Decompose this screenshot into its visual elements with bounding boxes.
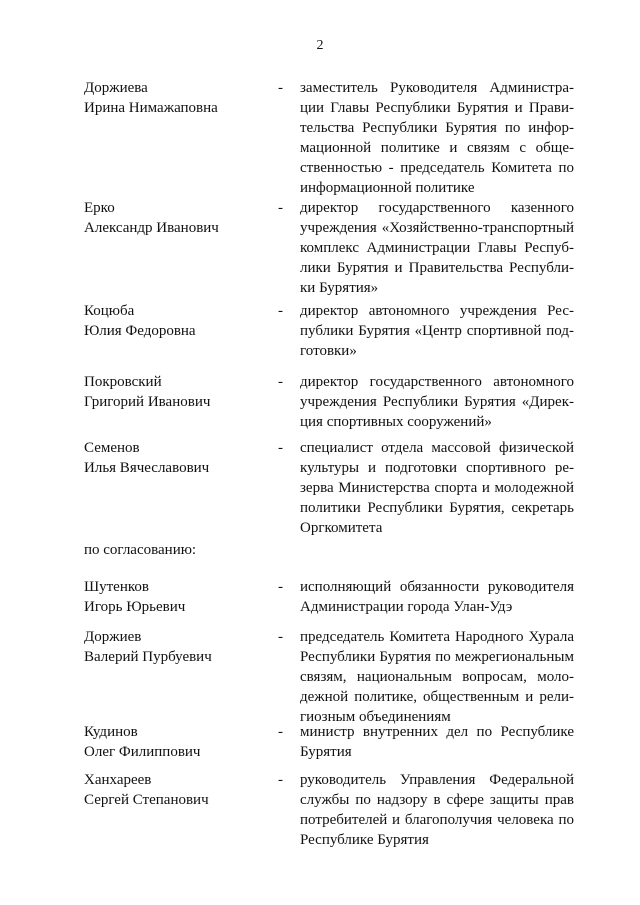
role-line: мационной политике и связям с обще- [300,140,574,156]
role-line: потребителей и благополучия человека по [300,812,574,828]
role-line: информационной политике [300,180,475,196]
role-line: Администрации города Улан-Удэ [300,599,513,615]
member-given-name: Олег Филиппович [84,744,201,760]
role-line: председатель Комитета Народного Хурала [300,629,574,645]
member-name [84,301,274,341]
member-given-name: Александр Иванович [84,220,219,236]
role-line: связям, национальным вопросам, моло- [300,669,574,685]
member-name [84,627,274,667]
role-line: министр внутренних дел по Республике [300,724,574,740]
role-line: учреждения Республики Бурятия «Дирек- [300,394,574,410]
role-line: тельства Республики Бурятия по инфор- [300,120,574,136]
member-given-name: Григорий Иванович [84,394,211,410]
member-role [300,198,574,298]
dash-separator: - [278,440,283,456]
role-line: культуры и подготовки спортивного ре- [300,460,574,476]
role-line: дежной политике, общественным и рели- [300,689,574,705]
dash-separator: - [278,772,283,788]
member-name [84,78,274,118]
role-line: директор государственного автономного [300,374,574,390]
member-surname: Покровский [84,374,162,390]
member-role [300,372,574,432]
role-line: Республики Бурятия по межрегиональным [300,649,574,665]
dash-separator: - [278,374,283,390]
member-name [84,722,274,762]
role-line: ции Главы Республики Бурятия и Прави- [300,100,574,116]
member-role [300,301,574,361]
member-given-name: Игорь Юрьевич [84,599,186,615]
member-role [300,577,574,617]
member-surname: Доржиев [84,629,142,645]
role-line: ственностью - председатель Комитета по [300,160,574,176]
role-line: руководитель Управления Федеральной [300,772,574,788]
role-line: исполняющий обязанности руководителя [300,579,574,595]
dash-separator: - [278,724,283,740]
role-line: директор государственного казенного [300,200,574,216]
section-label-agreement: по согласованию: [84,542,197,558]
member-surname: Семенов [84,440,140,456]
dash-separator: - [278,629,283,645]
dash-separator: - [278,303,283,319]
role-line: готовки» [300,343,357,359]
role-line: зерва Министерства спорта и молодежной [300,480,574,496]
role-line: Республике Бурятия [300,832,429,848]
role-line: Бурятия [300,744,352,760]
member-surname: Ханхареев [84,772,152,788]
member-role [300,438,574,538]
member-role [300,627,574,727]
role-line: Оргкомитета [300,520,383,536]
member-name [84,372,274,412]
member-name [84,770,274,810]
role-line: политики Республики Бурятия, секретарь [300,500,574,516]
member-surname: Шутенков [84,579,149,595]
member-surname: Ерко [84,200,115,216]
dash-separator: - [278,579,283,595]
role-line: директор автономного учреждения Рес- [300,303,574,319]
member-given-name: Валерий Пурбуевич [84,649,212,665]
member-given-name: Ирина Нимажаповна [84,100,218,116]
role-line: публики Бурятия «Центр спортивной под- [300,323,574,339]
role-line: ция спортивных сооружений» [300,414,492,430]
dash-separator: - [278,200,283,216]
member-given-name: Сергей Степанович [84,792,209,808]
member-name [84,438,274,478]
role-line: службы по надзору в сфере защиты прав [300,792,574,808]
member-role [300,78,574,198]
role-line: комплекс Администрации Главы Респуб- [300,240,574,256]
role-line: специалист отдела массовой физической [300,440,574,456]
role-line: ки Бурятия» [300,280,379,296]
member-surname: Коцюба [84,303,135,319]
page-number: 2 [316,38,324,53]
role-line: гиозным объединениям [300,709,451,725]
member-surname: Кудинов [84,724,138,740]
role-line: заместитель Руководителя Администра- [300,80,574,96]
member-surname: Доржиева [84,80,148,96]
member-name [84,198,274,238]
member-given-name: Илья Вячеславович [84,460,210,476]
member-role [300,770,574,850]
member-given-name: Юлия Федоровна [84,323,196,339]
role-line: лики Бурятия и Правительства Республи- [300,260,574,276]
role-line: учреждения «Хозяйственно-транспортный [300,220,574,236]
member-name [84,577,274,617]
member-role [300,722,574,762]
dash-separator: - [278,80,283,96]
